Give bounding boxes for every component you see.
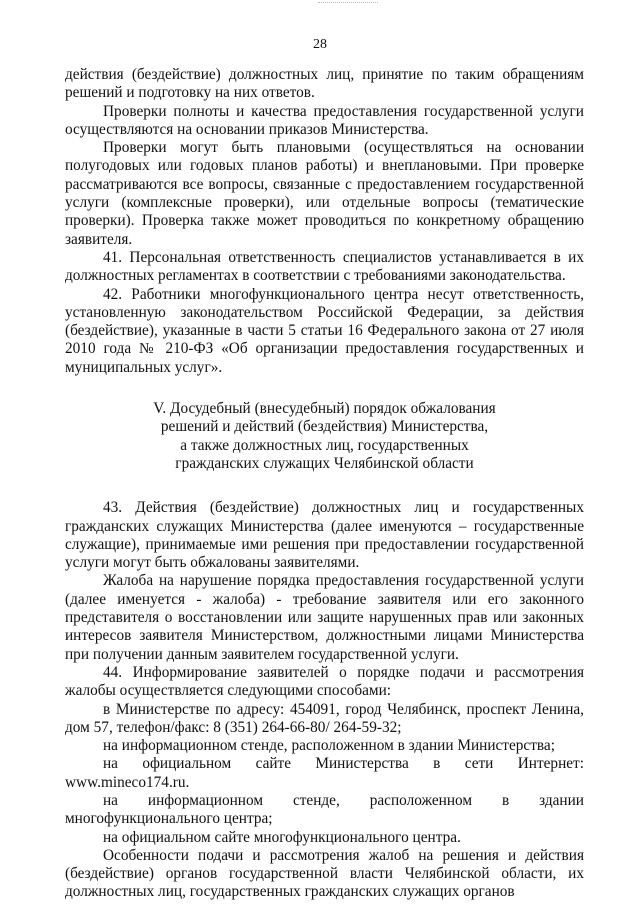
paragraph: действия (бездействие) должностных лиц, принятие по таким обращениям решений и подготовку на них ответов.: [65, 66, 584, 102]
paragraph: на официальном сайте Министерства в сети Интернет: www.mineco174.ru.: [65, 755, 584, 791]
paragraph: Проверки полноты и качества предоставления государственной услуги осуществляются на основании приказов Министерства.: [65, 102, 584, 138]
paragraph: в Министерстве по адресу: 454091, город Челябинск, проспект Ленина, дом 57, телефон/факс: 8 (351) 264-66-80/ 264-59-32;: [65, 700, 584, 736]
paragraph: на информационном стенде, расположенном в здании многофункционального центра;: [65, 791, 584, 828]
heading-line: гражданских служащих Челябинской области: [175, 454, 474, 472]
paragraph: 41. Персональная ответственность специалистов устанавливается в их должностных регламентах в соответствии с требованиями законодательства.: [65, 248, 584, 285]
scan-artifact: [318, 2, 378, 7]
paragraph: 42. Работники многофункционального центра несут ответственность, установленную законодательством Российской Федерации, за действия (бездействие), указанные в части 5 статьи 16 Федерального закона от 27 июля 2010 года № 210-ФЗ «Об организации предоставления государственных и муниципальных услуг».: [65, 285, 584, 376]
document-body: [65, 66, 584, 902]
heading-line: решений и действий (бездействия) Министерства,: [160, 418, 489, 436]
paragraph: Жалоба на нарушение порядка предоставления государственной услуги (далее именуется - жалоба) - требование заявителя или его законного представителя о восстановлении или защите нарушенных прав или законных интересов заявителя Министерством, должностными лицами Министерства при получении данным заявителем государственной услуги.: [65, 572, 584, 663]
section-heading: [65, 400, 584, 473]
paragraph: на информационном стенде, расположенном в здании Министерства;: [103, 737, 555, 755]
paragraph: Особенности подачи и рассмотрения жалоб на решения и действия (бездействие) органов государственной власти Челябинской области, их должностных лиц, государственных гражданских служащих органов: [65, 846, 584, 901]
heading-line: V. Досудебный (внесудебный) порядок обжалования: [153, 400, 496, 418]
paragraph: на официальном сайте многофункционального центра.: [103, 828, 461, 846]
heading-line: а также должностных лиц, государственных: [180, 436, 469, 454]
paragraph: 43. Действия (бездействие) должностных лиц и государственных гражданских служащих Министерства (далее именуются – государственные служащие), принимаемые ими решения при предоставлении государственной услуги могут быть обжалованы заявителями.: [65, 499, 584, 572]
paragraph: 44. Информирование заявителей о порядке подачи и рассмотрения жалобы осуществляется следующими способами:: [65, 663, 584, 700]
paragraph: Проверки могут быть плановыми (осуществляться на основании полугодовых или годовых планов работы) и внеплановыми. При проверке рассматриваются все вопросы, связанные с предоставлением государственной услуги (комплексные проверки), или отдельные вопросы (тематические проверки). Проверка также может проводиться по конкретному обращению заявителя.: [65, 139, 584, 248]
page-number: 28: [313, 37, 327, 52]
